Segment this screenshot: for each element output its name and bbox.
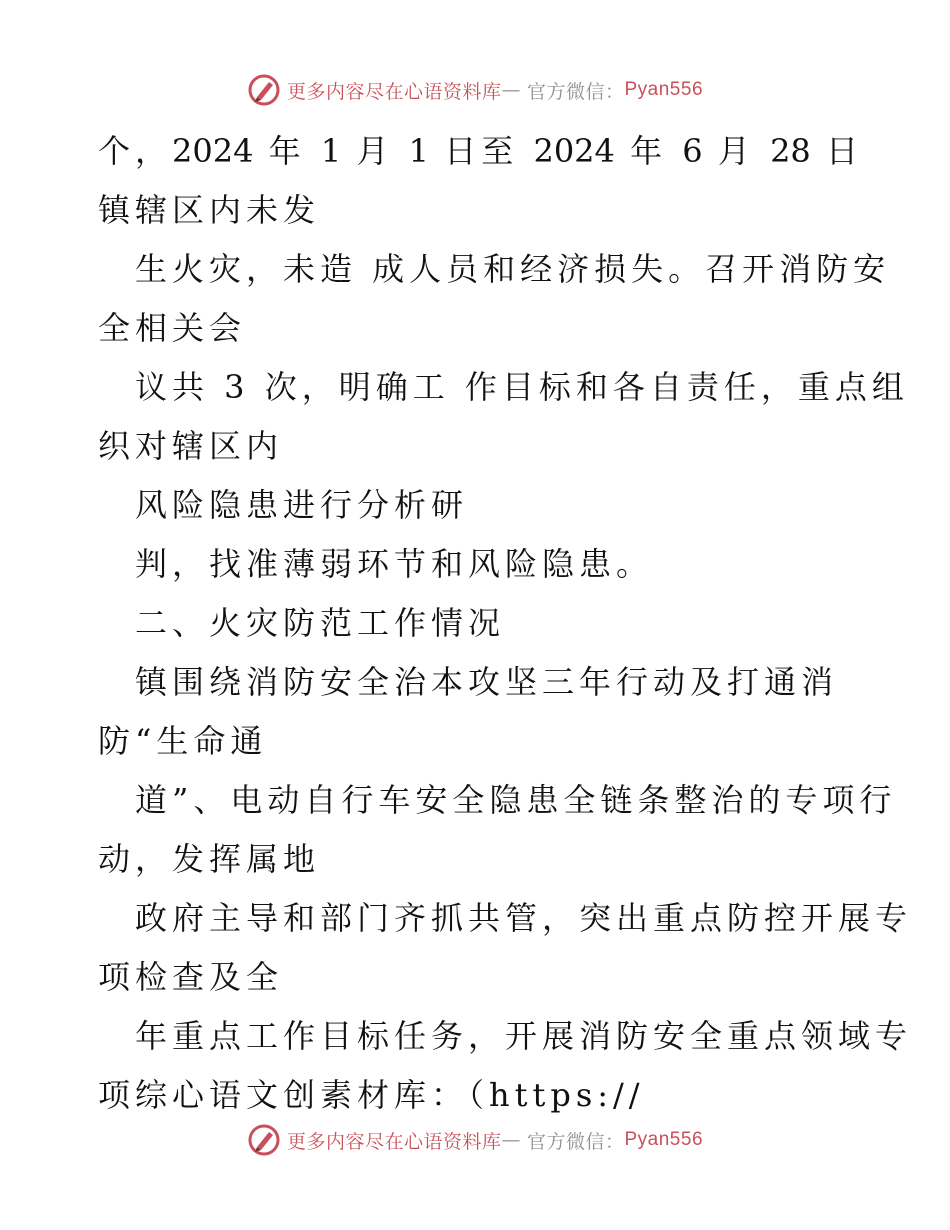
section-heading: 二、火灾防范工作情况 xyxy=(135,604,506,642)
text-line: 镇辖区内未发 xyxy=(98,191,321,229)
text-line: 防“生命通 xyxy=(98,722,268,760)
text-line: 判，找准薄弱环节和风险隐患。 xyxy=(135,545,654,583)
pen-logo-icon xyxy=(247,73,281,107)
text-line: 生火灾，未造 成人员和经济损失。召开消防安 xyxy=(135,250,891,288)
text-line: 政府主导和部门齐抓共管，突出重点防控开展专 xyxy=(135,899,913,937)
text-line: 项检查及全 xyxy=(98,958,284,996)
text-line: 镇围绕消防安全治本攻坚三年行动及打通消 xyxy=(135,663,839,701)
watermark-separator: — xyxy=(501,79,521,101)
watermark-separator: — xyxy=(501,1129,521,1151)
text-line: 年重点工作目标任务，开展消防安全重点领域专 xyxy=(135,1017,913,1055)
watermark-text: 更多内容尽在心语资料库 xyxy=(286,80,502,103)
watermark-account-label: 官方微信： xyxy=(526,1130,625,1153)
text-line: 织对辖区内 xyxy=(98,427,284,465)
text-line: 个，2024 年 1 月 1 日至 2024 年 6 月 28 日 xyxy=(98,132,858,170)
pen-logo-icon xyxy=(247,1123,281,1157)
text-line: 动，发挥属地 xyxy=(98,840,321,878)
watermark-text: 更多内容尽在心语资料库 xyxy=(286,1130,502,1153)
watermark-account-label: 官方微信： xyxy=(526,80,625,103)
text-line: 风险隐患进行分析研 xyxy=(135,486,469,524)
text-line: 项综心语文创素材库：（https:// xyxy=(98,1076,645,1114)
header-watermark xyxy=(0,70,950,110)
watermark-account-id: Pyan556 xyxy=(624,1129,704,1150)
document-body xyxy=(98,122,913,1125)
footer-watermark xyxy=(0,1120,950,1160)
text-line: 道”、电动自行车安全隐患全链条整治的专项行 xyxy=(135,781,897,819)
watermark-account-id: Pyan556 xyxy=(624,79,704,100)
text-line: 全相关会 xyxy=(98,309,247,347)
text-line: 议共 3 次，明确工 作目标和各自责任，重点组 xyxy=(135,368,909,406)
